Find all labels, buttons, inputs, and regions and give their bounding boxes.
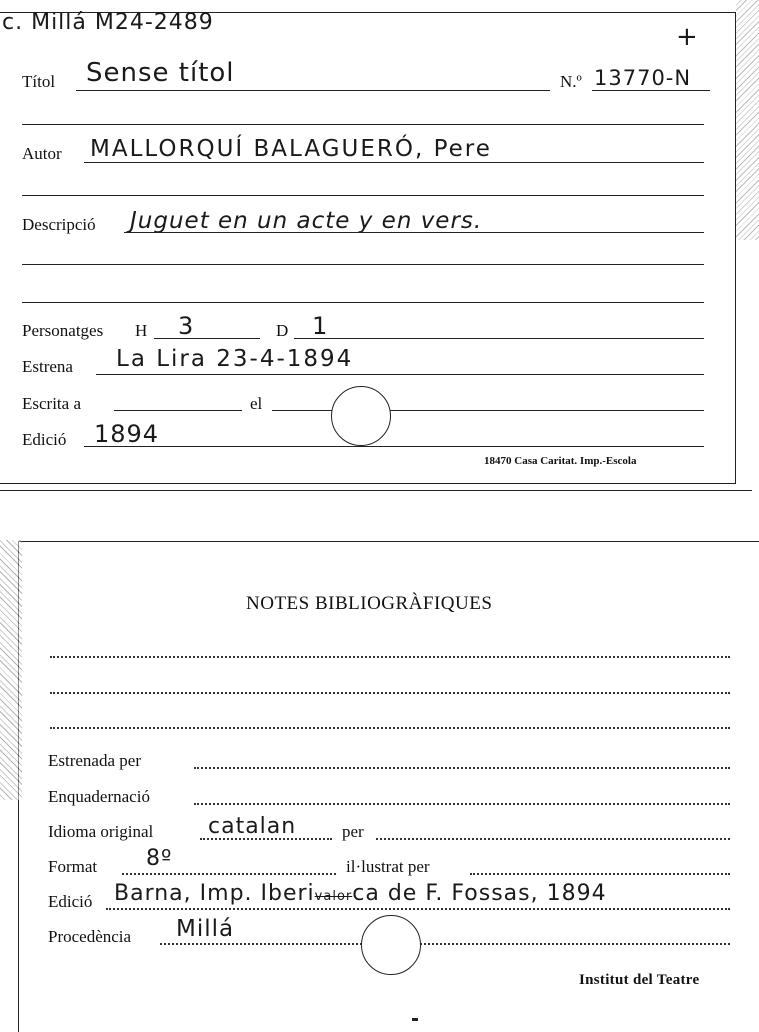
format-line: [122, 873, 336, 875]
idioma-value: catalan: [208, 814, 297, 839]
estrena-line: [96, 374, 704, 375]
estrenada-line: [194, 767, 730, 769]
per-label: per: [342, 822, 364, 841]
h-line: [154, 338, 260, 339]
h-label: H: [135, 321, 148, 340]
edicio-value: 1894: [94, 420, 160, 448]
titol-label: Títol: [22, 72, 56, 91]
card-bottom-edge-line: [0, 490, 752, 491]
format-label: Format: [48, 857, 98, 876]
notes-line-3: [50, 727, 730, 729]
edicio-label: Edició: [22, 430, 67, 449]
edicio-line: [84, 446, 704, 447]
plus-mark: +: [676, 22, 699, 52]
printer-imprint: 18470 Casa Caritat. Imp.-Escola: [484, 455, 637, 467]
enquadernacio-line: [194, 803, 730, 805]
blank-line-1: [22, 124, 704, 125]
idioma-line: [200, 838, 332, 840]
numero-value: 13770-N: [594, 66, 692, 90]
d-label: D: [276, 321, 289, 340]
edicio2-value: [114, 881, 607, 906]
el-label: el: [250, 394, 263, 413]
descripcio-value: Juguet en un acte y en vers.: [130, 208, 483, 234]
per-line: [376, 838, 730, 840]
numero-line: [592, 90, 710, 91]
blank-line-3: [22, 264, 704, 265]
estrena-label: Estrena: [22, 357, 73, 376]
autor-label: Autor: [22, 144, 62, 163]
escrita-line: [114, 410, 242, 411]
autor-value: MALLORQUÍ BALAGUERÓ, Pere: [90, 136, 492, 162]
notes-line-2: [50, 692, 730, 694]
punch-hole-bottom: [361, 915, 421, 975]
estrena-value: La Lira 23-4-1894: [116, 346, 354, 372]
estrenada-label: Estrenada per: [48, 751, 141, 770]
notes-title: NOTES BIBLIOGRÀFIQUES: [246, 593, 493, 614]
descripcio-line: [124, 232, 704, 233]
illustrat-label: il·lustrat per: [346, 857, 430, 876]
notes-line-1: [50, 656, 730, 658]
edicio2-strikethrough: valor: [314, 889, 353, 904]
card-header-reference: c. Millá M24-2489: [2, 10, 214, 35]
blank-line-4: [22, 302, 704, 303]
format-value: 8º: [146, 846, 173, 871]
scan-noise-left: [0, 540, 22, 800]
enquadernacio-label: Enquadernació: [48, 787, 150, 806]
personatges-label: Personatges: [22, 321, 104, 340]
descripcio-label: Descripció: [22, 215, 96, 234]
procedencia-value: Millá: [176, 916, 235, 942]
autor-line: [84, 162, 704, 163]
h-value: 3: [178, 312, 195, 340]
titol-value: Sense títol: [86, 58, 235, 88]
procedencia-line: [160, 943, 730, 945]
edicio2-label: Edició: [48, 892, 93, 911]
blank-line-2: [22, 195, 704, 196]
numero-label: N.º: [560, 72, 582, 91]
procedencia-label: Procedència: [48, 927, 132, 946]
punch-hole-top: [331, 386, 391, 446]
scan-noise-right: [736, 0, 759, 240]
titol-line: [76, 90, 550, 91]
edicio2-line: [106, 908, 730, 910]
idioma-label: Idioma original: [48, 822, 154, 841]
institution-footer: Institut del Teatre: [579, 972, 700, 988]
d-value: 1: [312, 312, 329, 340]
edicio2-value-part1: Barna, Imp. Iberi: [114, 881, 315, 906]
bottom-mark: [412, 1018, 418, 1021]
d-line: [294, 338, 704, 339]
escrita-label: Escrita a: [22, 394, 81, 413]
edicio2-value-part2: ca de F. Fossas, 1894: [352, 881, 607, 906]
illustrat-line: [470, 873, 730, 875]
